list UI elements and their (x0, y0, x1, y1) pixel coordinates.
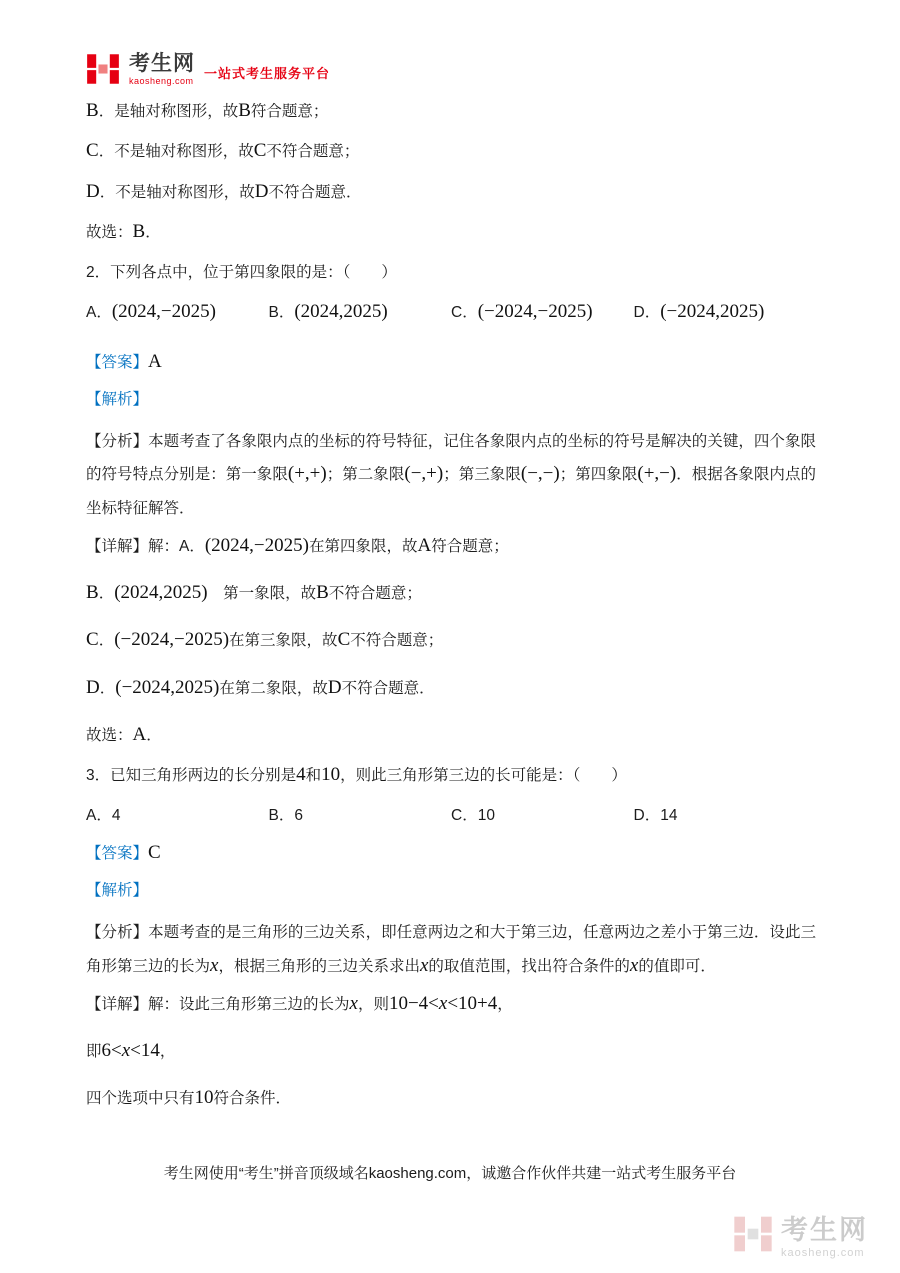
text-run: D．14 (633, 807, 678, 825)
math-expression: <10+4 (447, 992, 498, 1014)
site-header (86, 52, 330, 86)
text-run: 不符合题意； (350, 632, 444, 650)
math-variable: x (210, 954, 219, 976)
text-run: C． (451, 304, 478, 322)
answer-q2 (86, 351, 816, 374)
math-expression: B (86, 100, 99, 121)
text-run: 第一象限，故 (207, 585, 317, 603)
text-run: ， (497, 995, 513, 1013)
option-C (451, 301, 634, 324)
text-run: 3．已知三角形两边的长分别是 (86, 767, 297, 785)
choice-d-line (86, 181, 816, 204)
text-run: 【详解】解：A． (86, 537, 205, 555)
math-expression: (2024,−2025) (111, 301, 216, 323)
text-run: ． (145, 223, 161, 241)
question-3 (86, 764, 816, 787)
text-run: ． (146, 726, 162, 744)
math-expression: D (327, 676, 342, 698)
math-expression: A (148, 350, 162, 372)
section-label: 【解析】 (86, 881, 149, 899)
math-expression: D (86, 676, 100, 698)
options-q3 (86, 804, 816, 827)
text-run: 不符合题意； (266, 143, 360, 161)
text-run: A． (86, 304, 112, 322)
math-expression: (−2024,2025) (660, 301, 765, 323)
inequality-line (86, 1040, 816, 1063)
section-label: 【解析】 (86, 390, 149, 408)
option-A (86, 301, 269, 324)
text-run: ．根据各象限内点的坐标特征解答． (86, 466, 816, 517)
math-variable: x (349, 992, 358, 1014)
math-expression: B (316, 582, 329, 604)
text-run: 故选： (86, 223, 133, 241)
text-run: 【详解】解：设此三角形第三边的长为 (86, 995, 350, 1013)
section-label: 【答案】 (86, 353, 149, 371)
math-expression: (2024,2025) (114, 582, 208, 604)
text-run: 【分析】本题考查的是三角形的三边关系，即任意两边之和大于第三边，任意两边之差小于第三边．设此三角形第三边的长为 (86, 924, 816, 975)
math-expression: D (254, 180, 269, 202)
watermark-brand-name: 考生网 (781, 1215, 868, 1245)
math-expression: 10 (321, 764, 341, 786)
math-expression: (−,−) (520, 463, 560, 485)
watermark-domain: kaosheng.com (781, 1247, 865, 1259)
brand-name: 考生网 (129, 52, 195, 75)
math-expression: B (132, 220, 146, 242)
math-expression: (−2024,−2025) (114, 629, 230, 651)
text-run: C．10 (451, 807, 495, 825)
option-A (86, 804, 269, 827)
math-expression: C (253, 140, 267, 162)
answer-q3 (86, 842, 816, 865)
brand-domain: kaosheng.com (129, 76, 194, 86)
watermark-text-block (781, 1217, 868, 1259)
text-run: 在第三象限，故 (229, 632, 338, 650)
math-expression: <14 (130, 1040, 160, 1062)
text-run: 四个选项中只有 (86, 1090, 195, 1108)
math-expression: 6< (101, 1040, 122, 1062)
options-q2 (86, 301, 816, 324)
fenxi-q2 (86, 425, 816, 525)
question-2 (86, 261, 816, 284)
section-label: 【答案】 (86, 844, 149, 862)
math-expression: 10−4< (388, 992, 439, 1014)
fenxi-q3 (86, 916, 816, 983)
option-D (634, 301, 817, 324)
text-run: D． (633, 304, 661, 322)
option-D (634, 804, 817, 827)
math-variable: x (438, 992, 448, 1014)
text-run: 符合条件． (213, 1090, 292, 1108)
footer-text: 考生网使用“考生”拼音顶级域名kaosheng.com，诚邀合作伙伴共建一站式考生服务平台 (163, 1165, 737, 1182)
text-run: ；第三象限 (443, 466, 521, 484)
math-expression: C (86, 629, 99, 651)
text-run: B．6 (268, 807, 303, 825)
math-expression: C (86, 140, 99, 162)
math-expression: A (417, 534, 432, 556)
math-expression: (2024,2025) (294, 301, 388, 323)
text-run: B． (268, 304, 295, 322)
text-run: ．不是轴对称图形，故 (99, 183, 255, 201)
text-run: 符合题意； (250, 103, 329, 120)
choice-c-line (86, 140, 816, 163)
text-run: 的取值范围，找出符合条件的 (428, 957, 630, 975)
text-run: ；第二象限 (326, 466, 405, 484)
text-run: 不符合题意． (268, 183, 362, 201)
jiexi-q3 (86, 879, 816, 902)
math-expression: B (86, 582, 99, 604)
conclusion-q3 (86, 1087, 816, 1110)
text-run: ；第四象限 (559, 466, 638, 484)
text-run: 的值即可． (638, 957, 716, 975)
conclusion-q2 (86, 724, 816, 747)
math-expression: 10 (194, 1087, 214, 1109)
kaosheng-logo-icon (86, 52, 120, 86)
text-run: 在第四象限，故 (308, 537, 418, 555)
text-run: 不符合题意； (328, 585, 422, 603)
conclusion-q1 (86, 221, 816, 244)
text-run: ．不是轴对称图形，故 (98, 143, 254, 161)
math-expression: (−,+) (404, 463, 444, 485)
text-run: ，则此三角形第三边的长可能是：（ ） (340, 767, 627, 785)
text-run: ．是轴对称图形，故 (98, 103, 239, 120)
xiangjie-q3 (86, 993, 816, 1016)
text-run: 2．下列各点中，位于第四象限的是：（ ） (86, 264, 397, 281)
xiangjie-q2-b (86, 582, 816, 605)
math-variable: x (629, 954, 639, 976)
text-run: 即 (86, 1043, 102, 1061)
text-run: 符合题意； (431, 537, 509, 555)
math-expression: D (86, 180, 100, 202)
watermark (733, 1214, 868, 1259)
math-expression: B (238, 100, 251, 121)
math-expression: C (148, 841, 161, 863)
document-body (86, 100, 816, 1128)
xiangjie-q2-c (86, 629, 816, 652)
math-variable: x (121, 1040, 131, 1062)
jiexi-q2 (86, 388, 816, 411)
text-run: ，则 (357, 995, 389, 1013)
text-run: ， (159, 1043, 176, 1061)
watermark-logo-icon (733, 1214, 773, 1259)
math-expression: (+,−) (637, 463, 677, 485)
text-run: 【分析】本题考查了各象限内点的坐标的符号特征，记住各象限内点的坐标的符号是解决的关键，四个象限的符号特点分别是：第一象限 (86, 433, 816, 484)
text-run: 不符合题意． (341, 679, 435, 697)
brand-tagline: 一站式考生服务平台 (204, 66, 331, 81)
xiangjie-q2-d (86, 677, 816, 700)
math-expression: A (132, 723, 147, 745)
text-run: ． (98, 585, 115, 603)
option-B (269, 301, 452, 324)
text-run: A．4 (86, 807, 121, 825)
text-run: ，根据三角形的三边关系求出 (218, 957, 420, 975)
text-run: ． (99, 679, 116, 697)
math-expression: (−2024,2025) (115, 676, 220, 698)
xiangjie-q2-a (86, 535, 816, 558)
page-footer (0, 1162, 900, 1183)
text-run: 和 (305, 767, 322, 785)
option-C (451, 804, 634, 827)
brand-text-block (129, 53, 195, 86)
math-expression: 4 (296, 764, 306, 786)
text-run: ． (98, 632, 115, 650)
text-run: 在第二象限，故 (219, 679, 328, 697)
option-B (269, 804, 452, 827)
math-expression: (2024,−2025) (204, 534, 309, 556)
math-variable: x (419, 954, 429, 976)
math-expression: C (337, 629, 351, 651)
math-expression: (−2024,−2025) (477, 301, 593, 323)
math-expression: (+,+) (287, 463, 327, 485)
text-run: 故选： (86, 726, 133, 744)
choice-b-line (86, 100, 816, 123)
